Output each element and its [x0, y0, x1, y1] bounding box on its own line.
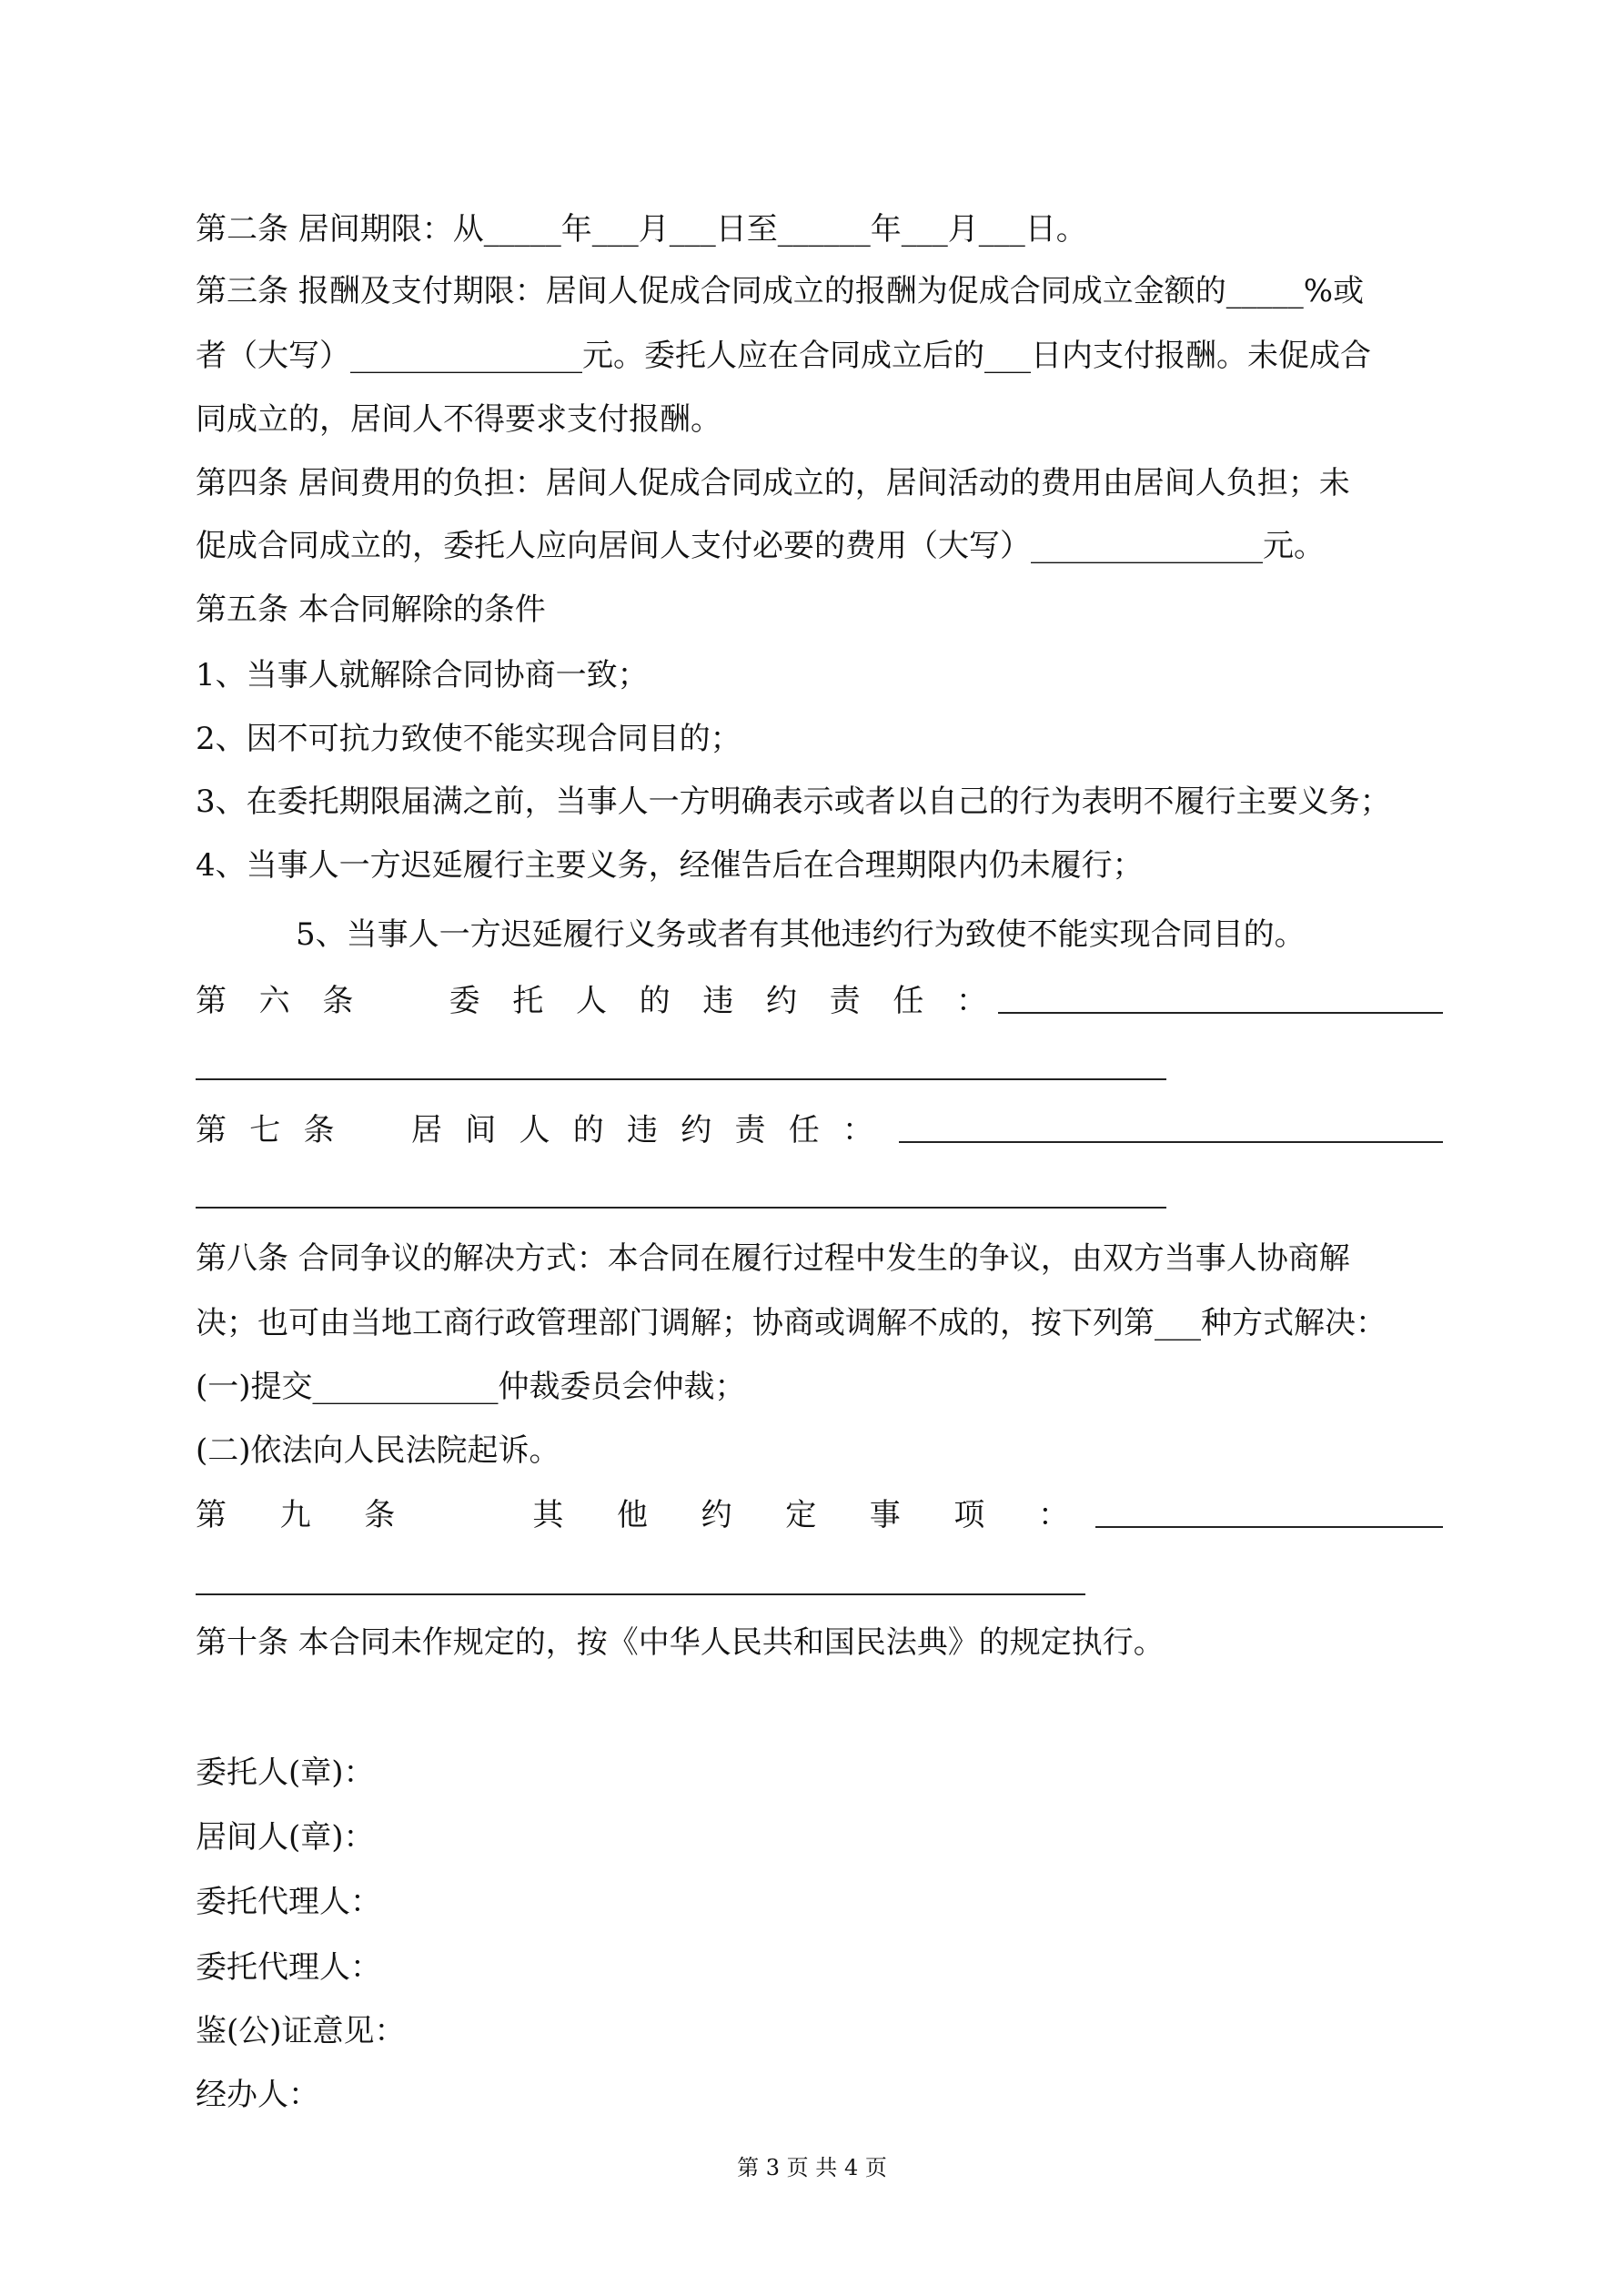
clause-7-blank-continued — [196, 1207, 1166, 1209]
clause-7-blank — [899, 1141, 1443, 1143]
clause-4-line-1: 第四条 居间费用的负担：居间人促成合同成立的，居间活动的费用由居间人负担；未 — [196, 465, 1350, 501]
handler: 经办人： — [196, 2077, 319, 2113]
clause-3-line-2: 者（大写）_______________元。委托人应在合同成立后的___日内支付报酬。未促成合 — [196, 338, 1371, 374]
clause-6-blank — [998, 1012, 1443, 1014]
clause-5-item-2: 2、因不可抗力致使不能实现合同目的； — [196, 721, 741, 757]
clause-8-line-1: 第八条 合同争议的解决方式：本合同在履行过程中发生的争议，由双方当事人协商解 — [196, 1240, 1350, 1277]
clause-10: 第十条 本合同未作规定的，按《中华人民共和国民法典》的规定执行。 — [196, 1624, 1165, 1661]
signature-agent-2: 委托代理人： — [196, 1949, 381, 1986]
clause-9: 第九条 其他约定事项： — [196, 1497, 1069, 1533]
clause-7: 第七条 居间人的违约责任： — [196, 1112, 873, 1148]
clause-3-line-3: 同成立的，居间人不得要求支付报酬。 — [196, 401, 721, 438]
signature-intermediary: 居间人(章)： — [196, 1819, 375, 1856]
signature-principal: 委托人(章)： — [196, 1755, 375, 1791]
clause-9-blank — [1095, 1526, 1443, 1528]
clause-3-line-1: 第三条 报酬及支付期限：居间人促成合同成立的报酬为促成合同成立金额的_____%或 — [196, 273, 1365, 309]
clause-5-item-5: 5、当事人一方迟延履行义务或者有其他违约行为致使不能实现合同目的。 — [296, 916, 1306, 953]
clause-8-option-1: (一)提交____________仲裁委员会仲裁； — [196, 1369, 746, 1405]
clause-8-line-2: 决；也可由当地工商行政管理部门调解；协商或调解不成的，按下列第___种方式解决： — [196, 1305, 1387, 1341]
notary-opinion: 鉴(公)证意见： — [196, 2013, 406, 2049]
page-number: 第 3 页 共 4 页 — [737, 2155, 887, 2180]
clause-5-item-3: 3、在委托期限届满之前，当事人一方明确表示或者以自己的行为表明不履行主要义务； — [196, 784, 1391, 820]
clause-6-blank-continued — [196, 1078, 1166, 1080]
signature-agent-1: 委托代理人： — [196, 1884, 381, 1920]
clause-5-heading: 第五条 本合同解除的条件 — [196, 592, 546, 628]
clause-5-item-1: 1、当事人就解除合同协商一致； — [196, 657, 649, 693]
clause-9-blank-continued — [196, 1593, 1085, 1595]
clause-2: 第二条 居间期限：从_____年___月___日至______年___月___日。 — [196, 211, 1087, 248]
clause-4-line-2: 促成合同成立的，委托人应向居间人支付必要的费用（大写）_______________元。 — [196, 528, 1325, 564]
clause-6: 第六条 委托人的违约责任： — [196, 983, 987, 1019]
clause-8-option-2: (二)依法向人民法院起诉。 — [196, 1432, 560, 1469]
clause-5-item-4: 4、当事人一方迟延履行主要义务，经催告后在合理期限内仍未履行； — [196, 847, 1144, 884]
